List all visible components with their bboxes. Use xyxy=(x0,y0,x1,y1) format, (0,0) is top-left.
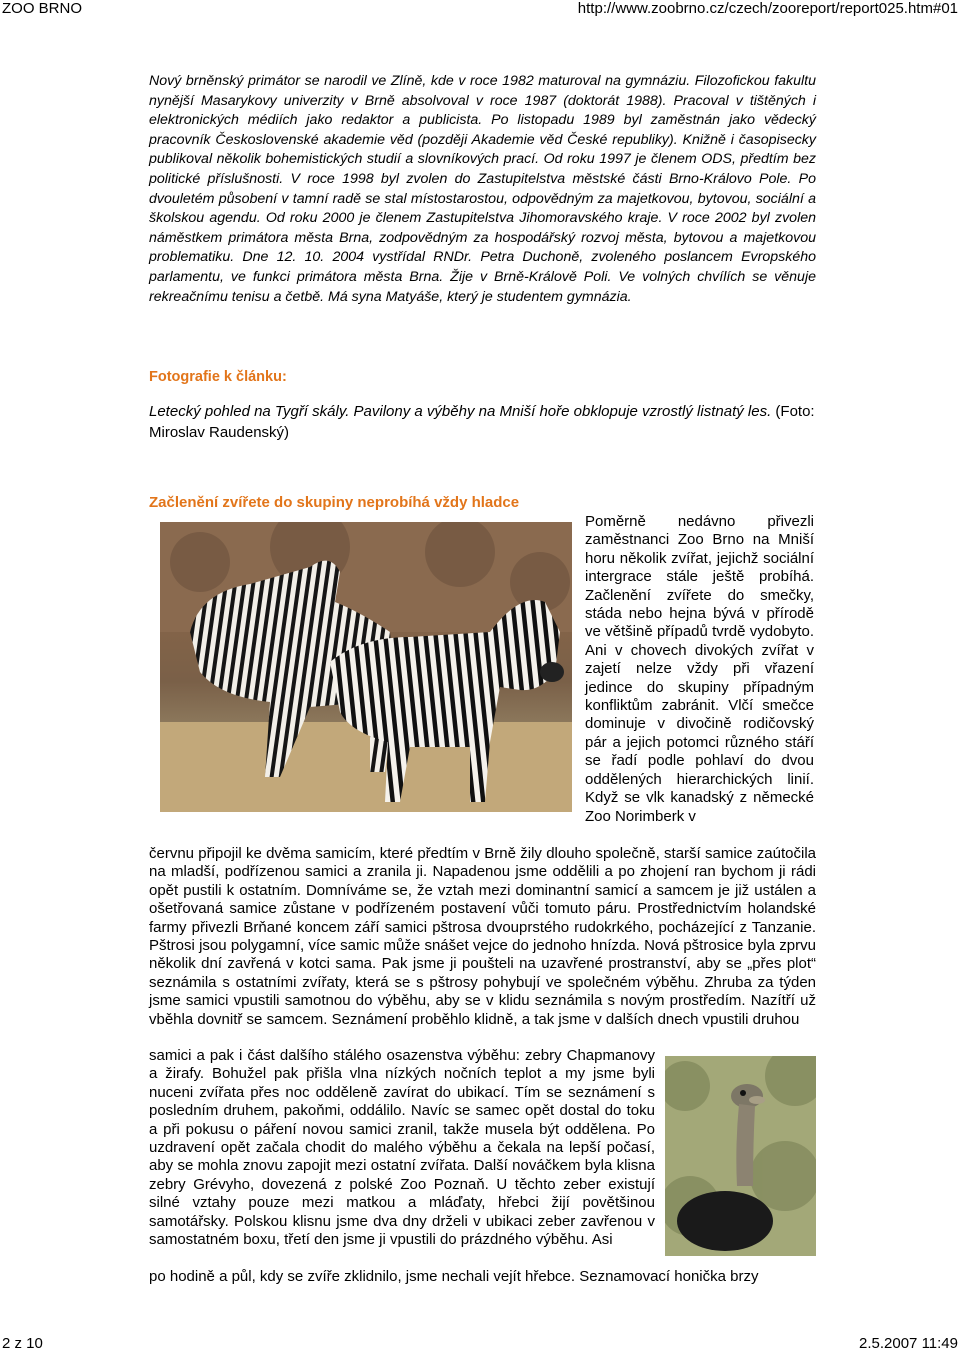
ostrich-photo xyxy=(665,1056,816,1256)
photo-caption-text: Letecký pohled na Tygří skály. Pavilony a výběhy na Mniší hoře obklopuje vzrostlý listnatý les. xyxy=(149,403,772,420)
header-url: http://www.zoobrno.cz/czech/zooreport/report025.htm#01 xyxy=(577,0,958,17)
article-title: Začlenění zvířete do skupiny neprobíhá vždy hladce xyxy=(149,494,520,511)
photo-caption-credit: (Foto: Miroslav Raudenský) xyxy=(149,403,815,441)
article-paragraph-last: po hodině a půl, kdy se zvíře zklidnilo, jsme nechali vejít hřebce. Seznamovací honička brzy xyxy=(149,1268,759,1285)
footer-datetime: 2.5.2007 11:49 xyxy=(859,1335,958,1352)
ostrich-illustration xyxy=(665,1056,816,1256)
photo-caption xyxy=(149,402,816,443)
article-paragraph-full: červnu připojil ke dvěma samicím, které předtím v Brně žily dlouho společně, starší samice zaútočila na mladší, podřízenou samici a zranila ji. Napadenou jsme oddělili a po zhojení ran bychom ji rádi opět pustili k ostatním. Domníváme se, že vztah mezi dominantní samicí a samcem je již ustálen a ošetřovaná samice zůstane v podřízeném postavení vůči tomuto páru. Prostřednictvím holandské farmy přivezli Brňané koncem září samici pštrosa dvouprstého rudokrkého, pocházející z Tanzanie. Pštrosi jsou polygamní, více samic může snášet vejce do jednoho hnízda. Nová pštrosice byla zprvu několik dní zavřená v kotci sama. Pak jsme ji poušteli na uzavřené prostranství, aby se „přes plot“ seznámila s ostatními zvířaty, která se s pštrosy pohybují ve společném výběhu. Zhruba za týden jsme samici vpustili samotnou do výběhu, aby se v klidu seznámila s novým prostředím. Nazítří už vběhla dovnitř se samcem. Seznámení proběhlo klidně, a tak jsme v dalších dnech vpustili druhou xyxy=(149,845,816,1028)
article-paragraph-left: samici a pak i část dalšího stálého osazenstva výběhu: zebry Chapmanovy a žirafy. Bohužel pak přišla vlna nízkých nočních teplot a my jsme byli nuceni zvířata přes noc odděleně zavírat do ubikací. Tím se seznámení s posledním druhem, pakoňmi, oddálilo. Navíc se samec opět dostal do toku a při pokusu o páření novou samici zranil, takže musela být oddělena. Po uzdravení opět začala chodit do malého výběhu a čekala na lepší počasí, aby se mohla znovu zapojit mezi ostatní zvířata. Další nováčkem byla klisna zebry Grévyho, dovezená z polské Zoo Poznaň. U těchto zeber existují silné vztahy pouze mezi matkou a mláďaty, hřebci žijí povětšinou samotářsky. Polskou klisnu jsme dva dny drželi v ubikaci zeber zavřenou v samostatném boxu, třetí den jsme ji vpustili do prázdného výběhu. Asi xyxy=(149,1047,655,1249)
article-paragraph-right: Poměrně nedávno přivezli zaměstnanci Zoo Brno na Mniší horu několik zvířat, jejichž sociální intergrace stále ještě probíhá. Začlenění zvířete do smečky, stáda nebo hejna bývá v přírodě ve většině případů tvrdě vydobyto. Ani v chovech divokých zvířat v zajetí nelze vždy při vřazení jedince do skupiny případným konfliktům zabránit. Vlčí smečce dominuje v divočině rodičovský pár a jejich potomci různého stáří se řadí podle pohlaví do dvou oddělených hierarchických linií. Když se vlk kanadský z německé Zoo Norimberk v xyxy=(585,513,814,825)
zebra-photo xyxy=(160,522,572,812)
bio-paragraph: Nový brněnský primátor se narodil ve Zlíně, kde v roce 1982 maturoval na gymnáziu. Filozofickou fakultu nynější Masarykovy univerzity v Brně absolvoval v roce 1987 (doktorát 1988). Pracoval v tištěných i elektronických médiích jako redaktor a publicista. Po listopadu 1989 byl zaměstnán jako vědecký pracovník Československé akademie věd (později Akademie věd České republiky). Knižně i časopisecky publikoval několik bohemistických studií a slovníkových prací. Od roku 1997 je členem ODS, předtím bez politické příslušnosti. V roce 1998 byl zvolen do Zastupitelstva městské části Brno-Královo Pole. Po dvouletém působení v tamní radě se stal místostarostou, odpovědným za majetkovou, bytovou, sociální a školskou agendu. Od roku 2000 je členem Zastupitelstva Jihomoravského kraje. V roce 2002 byl zvolen náměstkem primátora města Brna, zodpovědným za hospodářský rozvoj města, bytovou a majetkovou problematiku. Dne 12. 10. 2004 vystřídal RNDr. Petra Duchoně, zvoleného poslancem Evropského parlamentu, ve funkci primátora města Brna. Žije v Brně-Králově Poli. Ve volných chvílích se věnuje rekreačnímu tenisu a četbě. Má syna Matyáše, který je studentem gymnázia. xyxy=(149,73,816,305)
zebra-illustration xyxy=(160,522,572,812)
photos-heading: Fotografie k článku: xyxy=(149,369,287,385)
header-site-name: ZOO BRNO xyxy=(2,0,83,17)
footer-page-count: 2 z 10 xyxy=(2,1335,43,1352)
